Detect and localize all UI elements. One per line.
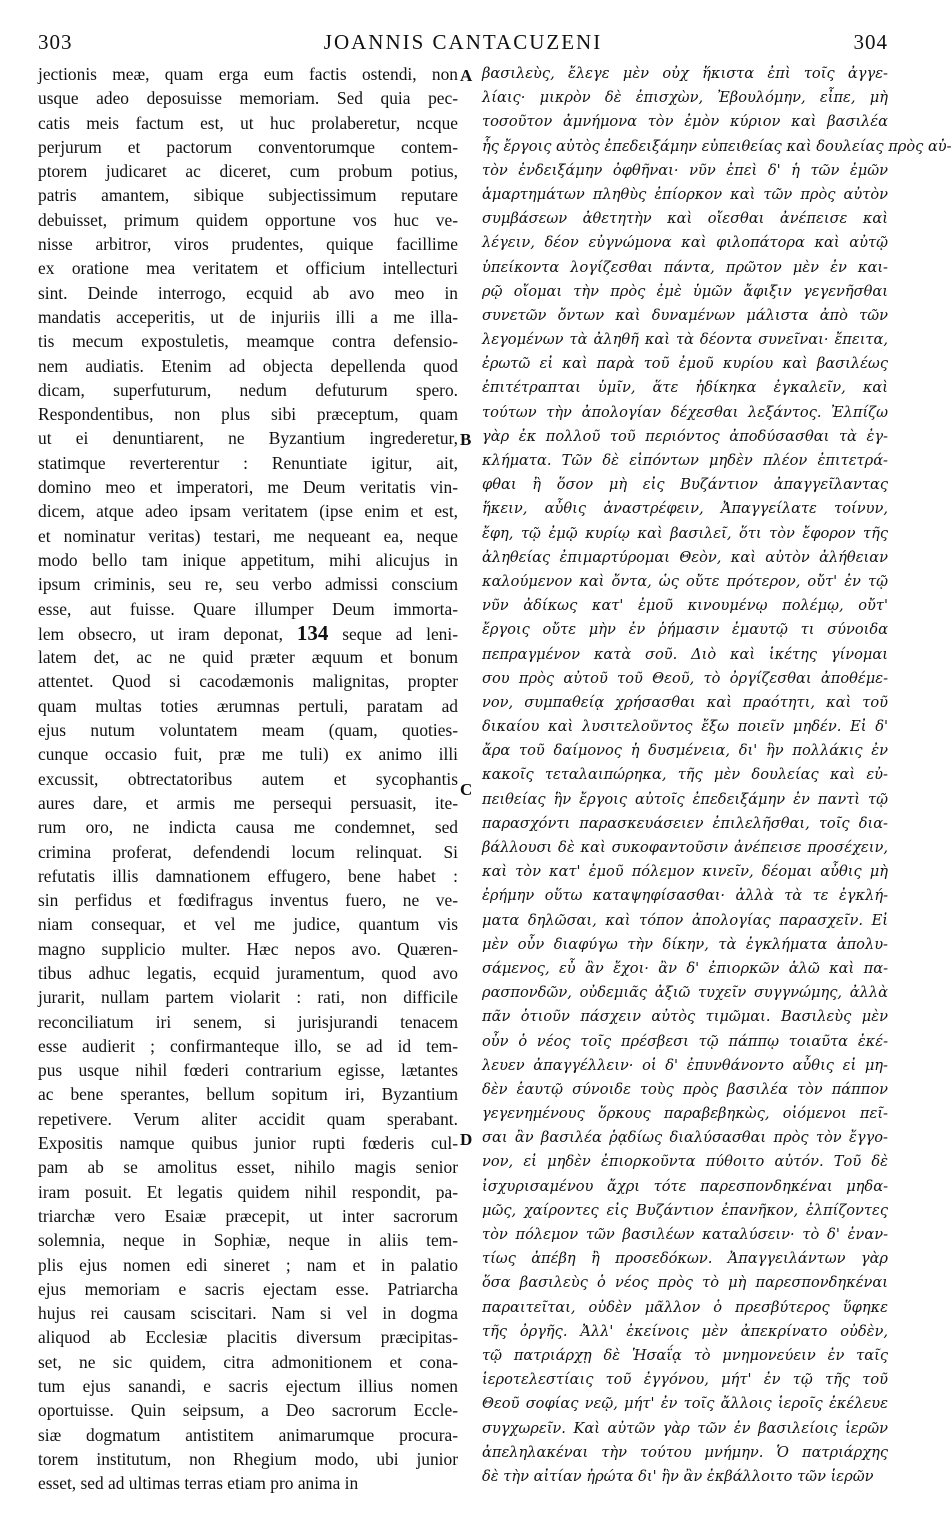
- latin-line: oportuisse. Quin seipsum, a Deo sacrorum Eccle-: [38, 1400, 458, 1421]
- greek-line: λεγομένων τὰ ἀληθῆ καὶ τὰ δέοντα συνεῖναι· ἔπειτα,: [482, 331, 888, 349]
- greek-line: σαι ἂν βασιλέα ῥᾳδίως διαλύσασθαι πρὸς τὸν ἔγγο-: [482, 1129, 888, 1147]
- margin-letter-b: B: [460, 430, 472, 449]
- greek-line: ματα δηλῶσαι, καὶ τόπον ἀπολογίας παρασχεῖν. Εἰ: [482, 911, 888, 929]
- margin-letter-d: D: [460, 1130, 473, 1149]
- latin-line: iram posuit. Et legatis quidem nihil respondit, pa-: [38, 1181, 458, 1202]
- greek-line: μὲν οὖν διαφύγω τὴν δίκην, τὰ ἐγκλήματα ἀπολυ-: [482, 935, 888, 953]
- greek-line: λίαις· μικρὸν δὲ ἐπισχὼν, Ἐβουλόμην, εἶπε, μὴ: [482, 89, 888, 107]
- greek-line: ἰσχυρισαμένου ἄχρι τότε παρεσπονδηκέναι μηδα-: [482, 1177, 888, 1195]
- latin-line: domino meo et imperatori, me Deum veritatis vin-: [38, 477, 458, 498]
- latin-line: sin perfidus et fœdifragus inventus fuero, ne ve-: [38, 890, 458, 911]
- latin-line: reconciliatum iri senem, si jurisjurandi tenacem: [38, 1011, 458, 1032]
- greek-line: γὰρ ἐκ πολλοῦ τοῦ περιόντος ἀποδύσασθαι τὰ ἐγ-: [482, 427, 888, 445]
- greek-line: συνετῶν ὄντων καὶ δυναμένων μάλιστα ἀπὸ τῶν: [482, 306, 888, 324]
- latin-line: niam consequar, et vel me judice, quantum vis: [38, 914, 458, 935]
- latin-line: esse audierit ; confirmanteque illo, se ad id tem-: [38, 1035, 458, 1056]
- running-header: [38, 30, 888, 60]
- latin-line: quam multas toties ærumnas pertuli, paratam ad: [38, 695, 458, 716]
- greek-line: πᾶν ὁτιοῦν πάσχειν αὐτὸς τιμῶμαι. Βασιλεὺς μὲν: [482, 1008, 888, 1026]
- greek-line: παραιτεῖται, οὐδὲν μᾶλλον ὁ πρεσβύτερος ὕφηκε: [482, 1298, 888, 1316]
- greek-line: δὲν ἑαυτῷ σύνοιδε τοὺς πρὸς βασιλέα τὸν πάππον: [482, 1080, 888, 1098]
- greek-line: λευεν ἀπαγγέλλειν· οἱ δ' ἐπυνθάνοντο αὖθις εἰ μη-: [482, 1056, 888, 1074]
- latin-line-text: seque ad leni-: [328, 623, 458, 644]
- original-page-marker: 134: [296, 620, 329, 645]
- greek-line: ρασπονδῶν, οὐδεμιᾶς ἀξιῶ τυχεῖν συγγνώμης, ἀλλὰ: [482, 984, 888, 1002]
- greek-line: πεπραγμένον κατὰ σοῦ. Διὸ καὶ ἱκέτης γίνομαι: [482, 645, 888, 663]
- latin-line: perjurum et pactorum conventorumque contem-: [38, 136, 458, 157]
- greek-line: ἐπιτέτραπται ὑμῖν, ἅτε ἠδίκηκα ἐγκαλεῖν, καὶ: [482, 379, 888, 397]
- greek-line: ἄρα τοῦ δαίμονος ἡ δυσμένεια, δι' ἣν πολλάκις ἐν: [482, 742, 888, 760]
- greek-line: ἐρήμην οὕτω καταψηφίσασθαι· ἀλλὰ τὰ τε ἐγκλή-: [482, 887, 888, 905]
- latin-line: mandatis acceperitis, ut de injuriis illi a me illa-: [38, 306, 458, 327]
- greek-line: κακοῖς τεταλαιπώρηκα, τῆς μὲν δουλείας καὶ εὐ-: [482, 766, 888, 784]
- latin-line: ut ei denuntiarent, ne Byzantium ingrederetur,: [38, 428, 458, 449]
- page-number-left: 303: [38, 30, 73, 54]
- greek-line: τῷ πατριάρχῃ δὲ Ἡσαΐᾳ τὸ μνημονεύειν ἐν ταῖς: [482, 1346, 888, 1364]
- greek-line: φθαι ἢ ὅσον μὴ εἰς Βυζάντιον ἀπαγγεῖλαντας: [482, 476, 888, 494]
- latin-line: ejus memoriam e sacris ejectam esse. Patriarcha: [38, 1278, 458, 1299]
- greek-column: [482, 62, 952, 1489]
- greek-line: ἧς ἔργοις αὐτὸς ἐπεδειξάμην εὐπειθείας καὶ δουλείας πρὸς αὐ-: [482, 137, 952, 155]
- greek-line: τὸν ἐνδειξάμην ὀφθῆναι· νῦν ἐπεὶ δ' ἡ τῶν ἐμῶν: [482, 161, 888, 179]
- greek-line: ἔργοις οὔτε μὴν ἐν ῥήμασιν ἐμαυτῷ τι σύνοιδα: [482, 621, 888, 639]
- latin-line: sint. Deinde interrogo, ecquid ab avo meo in: [38, 282, 458, 303]
- greek-line: νον, εἰ μηδὲν ἐπιορκοῦντα πύθοιτο αὐτόν. Τοῦ δὲ: [482, 1153, 888, 1171]
- greek-line: συγχωρεῖν. Καὶ αὐτῶν γὰρ τῶν ἐν βασιλείοις ἱερῶν: [482, 1419, 888, 1437]
- greek-line: ἐρωτῶ εἰ καὶ παρὰ τοῦ ἐμοῦ κυρίου καὶ βασιλέως: [482, 355, 888, 373]
- latin-line: esset, sed ad ultimas terras etiam pro anima in: [38, 1473, 359, 1494]
- latin-line: refutatis illis damnationem effugero, bene habet :: [38, 865, 458, 886]
- margin-letter-a: A: [460, 66, 473, 85]
- greek-line: ἥκειν, αὖθις ἀναστρέφειν, Ἀπαγγείλατε τοίνυν,: [482, 500, 888, 518]
- greek-line: νῦν ἀδίκως κατ' ἐμοῦ κινουμένῳ πολέμῳ, οὔτ': [482, 597, 888, 615]
- greek-line: βάλλουσι δὲ καὶ συκοφαντοῦσιν ἀνέπεισε προσέχειν,: [482, 839, 888, 856]
- greek-line: καὶ τὸν κατ' ἐμοῦ πόλεμον κινεῖν, δέομαι αὖθις μὴ: [482, 863, 888, 881]
- latin-line: set, ne sic quidem, citra admonitionem et cona-: [38, 1351, 458, 1372]
- greek-line: ὅσα βασιλεὺς ὁ νέος πρὸς τὸ μὴ παρεσπονδηκέναι: [482, 1274, 888, 1292]
- latin-line: statimque reverterentur : Renuntiate igitur, ait,: [38, 452, 458, 473]
- latin-line: [38, 621, 458, 645]
- latin-line: magno supplicio multer. Hæc nepos avo. Quæren-: [38, 938, 458, 959]
- latin-line: solemnia, neque in Sophiæ, neque in aliis tem-: [38, 1230, 458, 1251]
- latin-line: usque adeo deposuisse memoriam. Sed quia pec-: [38, 88, 458, 109]
- latin-line: Respondentibus, non plus sibi præceptum, quam: [38, 404, 458, 425]
- latin-line: jectionis meæ, quam erga eum factis ostendi, non: [38, 64, 458, 84]
- latin-line: ipsum criminis, seu re, seu verbo admissi conscium: [38, 574, 458, 595]
- latin-line: ex oratione mea veritatem et officium intellecturi: [38, 258, 458, 279]
- latin-line: tibus adhuc legatis, ecquid juramentum, quod avo: [38, 962, 458, 983]
- greek-line: τῆς ὀργῆς. Ἀλλ' ἐκείνοις μὲν ἀπεκρίνατο οὐδὲν,: [482, 1322, 888, 1340]
- greek-line: πειθείας ἣν ἔργοις αὐτοῖς ἐπεδειξάμην ἐν παντὶ τῷ: [482, 790, 888, 808]
- greek-line: ἁμαρτημάτων πληθὺς ἐπίορκον καὶ τῶν πρὸς αὐτὸν: [482, 185, 888, 203]
- greek-line: ἱεροτελεστίαις τοῦ ἐγγόνου, μήτ' ἐν τῷ τῆς τοῦ: [482, 1371, 888, 1389]
- greek-line: σου πρὸς αὐτοῦ τοῦ Θεοῦ, τὸ ὀργίζεσθαι ἀποθέμε-: [482, 669, 888, 687]
- greek-line: καλούμενον καὶ ὄντα, ὡς οὔτε πρότερον, οὔτ' ἐν τῷ: [482, 572, 888, 590]
- latin-line: ptorem judicaret ac diceret, cum probum potius,: [38, 161, 458, 182]
- latin-line: ejus nutum voluntatem meam (quam, quoties-: [38, 720, 458, 741]
- latin-line-text: lem obsecro, ut iram deponat,: [38, 623, 297, 644]
- greek-line: μῶς, χαίροντες εἰς Βυζάντιον ἐπανῆκον, ἐλπίζοντες: [482, 1201, 888, 1219]
- latin-line: crimina proferat, defendendi locum relinquat. Si: [38, 841, 458, 862]
- latin-line: dicem, atque adeo ipsam veritatem (ipse enim et est,: [38, 501, 458, 522]
- greek-line: παρασχόντι παρασκευάσειεν ἐπιλελῆσθαι, τοῖς δια-: [482, 814, 888, 832]
- greek-line: ὑπείκοντα λογίζεσθαι πάντα, πρῶτον μὲν ἐν και-: [482, 258, 888, 276]
- latin-line: Expositis namque quibus junior rupti fœderis cul-: [38, 1133, 458, 1154]
- latin-line: excussit, obtrectatoribus autem et sycophantis: [38, 768, 458, 789]
- latin-line: debuisset, primum quidem opportune vos huc ve-: [38, 209, 458, 230]
- greek-line: ἔφη, τῷ ἐμῷ κυρίῳ καὶ βασιλεῖ, ὅτι τὸν ἔφορον τῆς: [482, 524, 888, 542]
- latin-line: nisse arbitror, viros prudentes, quique facillime: [38, 234, 458, 255]
- greek-line: σάμενος, εὖ ἂν ἔχοι· ἂν δ' ἐπιορκῶν ἁλῶ καὶ πα-: [482, 959, 888, 977]
- latin-line: hujus rei causam sciscitari. Nam si vel in dogma: [38, 1303, 458, 1324]
- latin-line: et nominatur veritas) testari, me nequeant ea, neque: [38, 525, 458, 546]
- greek-line: τοσοῦτον ἀμνήμονα τὸν ἐμὸν κύριον καὶ βασιλέα: [482, 113, 888, 131]
- latin-line: latem det, ac ne quid præter æquum et bonum: [38, 647, 458, 668]
- latin-line: catis meis factum est, ut huc prolaberetur, ncque: [38, 112, 458, 133]
- greek-line: δὲ τὴν αἰτίαν ἠρώτα δι' ἣν ἂν ἐκβάλλοιτο τῶν ἱερῶν: [482, 1467, 874, 1485]
- greek-line: δικαίου καὶ λυσιτελοῦντος ἔξω ποιεῖν μηδέν. Εἰ δ': [482, 718, 888, 736]
- greek-line: τίως ἀπέβη ἢ προσεδόκων. Ἀπαγγειλάντων γὰρ: [482, 1250, 888, 1268]
- latin-line: ac bene sperantes, bellum sopitum iri, Byzantium: [38, 1084, 458, 1105]
- latin-line: aures dare, et armis me persequi persuasit, ite-: [38, 792, 458, 813]
- latin-line: patris amantem, sibique subjectissimum reputare: [38, 185, 458, 206]
- latin-line: rum oro, ne indicta causa me condemnet, sed: [38, 817, 458, 838]
- greek-line: Θεοῦ σοφίας νεῷ, μήτ' ἐν τοῖς ἄλλοις ἱεροῖς ἐκέλευε: [482, 1395, 888, 1413]
- greek-line: οὖν ὁ νέος τοῖς πρέσβεσι τῷ πάππῳ τοιαῦτα ἐκέ-: [482, 1032, 888, 1050]
- latin-line: pus usque nihil fœderi contrarium egisse, lætantes: [38, 1060, 458, 1081]
- latin-line: attentet. Quod si cacodæmonis malignitas, propter: [38, 671, 458, 692]
- latin-line: plis ejus nomen edi sineret ; nam et in palatio: [38, 1254, 458, 1275]
- greek-line: βασιλεὺς, ἔλεγε μὲν οὐχ ἥκιστα ἐπὶ τοῖς ἀγγε-: [482, 65, 888, 82]
- latin-line: aliquod ab Ecclesiæ placitis diversum præcipitas-: [38, 1327, 458, 1348]
- latin-line: tum ejus sanandi, e sacris ejectum illius nomen: [38, 1376, 458, 1397]
- greek-line: νον, συμπαθείᾳ χρήσασθαι καὶ πραότητι, καὶ τοῦ: [482, 693, 888, 711]
- margin-letter-c: C: [460, 780, 473, 799]
- latin-column: [38, 62, 458, 1496]
- greek-line: ἀληθείας ἐπιμαρτύρομαι Θεὸν, καὶ αὐτὸν ἀλήθειαν: [482, 548, 888, 566]
- greek-line: κλήματα. Τῶν δὲ εἰπόντων μηδὲν πλέον ἐπιτετρά-: [482, 452, 888, 469]
- latin-line: jurarit, nullam partem violarit : rati, non difficile: [38, 987, 458, 1008]
- latin-line: cunque occasio fuit, præ me tuli) ex animo illi: [38, 744, 458, 765]
- latin-line: repetivere. Verum aliter accidit quam sperabant.: [38, 1108, 458, 1129]
- running-title: JOANNIS CANTACUZENI: [323, 30, 603, 54]
- latin-line: siæ dogmatum antistitem animarumque procura-: [38, 1424, 458, 1445]
- latin-line: modo bello tam inique appetitum, mihi alicujus in: [38, 549, 458, 570]
- greek-line: συμβάσεων ἀθετητὴν καὶ οἴεσθαι ἀνέπεισε καὶ: [482, 210, 888, 228]
- greek-line: λέγειν, δέον εὐγνώμονα καὶ φιλοπάτορα καὶ αὐτῷ: [482, 234, 888, 252]
- greek-line: τούτων τὴν ἀπολογίαν δέχεσθαι λεξάντος. Ἐλπίζω: [482, 403, 888, 421]
- greek-line: τὸν πόλεμον τῶν βασιλέων καταλύσειν· τὸ δ' ἐναν-: [482, 1226, 888, 1243]
- latin-line: torem institutum, non Rhegium modo, ubi junior: [38, 1448, 458, 1469]
- latin-line: dicam, superfuturum, nedum defuturum spero.: [38, 379, 458, 400]
- greek-line: γεγενημένους ὅρκους παραβεβηκὼς, οἰόμενοι πεῖ-: [482, 1105, 888, 1123]
- greek-line: ἀπεληλακέναι τὴν τούτου μνήμην. Ὁ πατριάρχης: [482, 1443, 888, 1461]
- latin-line: esse, aut fuisse. Quare illumper Deum immorta-: [38, 598, 458, 619]
- latin-line: triarchæ vero Esaiæ præcepit, ut inter sacrorum: [38, 1205, 458, 1226]
- greek-line: ρῷ οἴομαι τὴν πρὸς ἐμὲ ὑμῶν ἄφιξιν γεγενῆσθαι: [482, 282, 888, 300]
- latin-line: nem audiatis. Etenim ad objecta depellenda quod: [38, 355, 458, 376]
- page-number-right: 304: [853, 30, 888, 54]
- latin-line: tis mecum expostuletis, meamque contra defensio-: [38, 331, 458, 352]
- latin-line: pam ab se amolitus esset, nihilo magis senior: [38, 1157, 458, 1178]
